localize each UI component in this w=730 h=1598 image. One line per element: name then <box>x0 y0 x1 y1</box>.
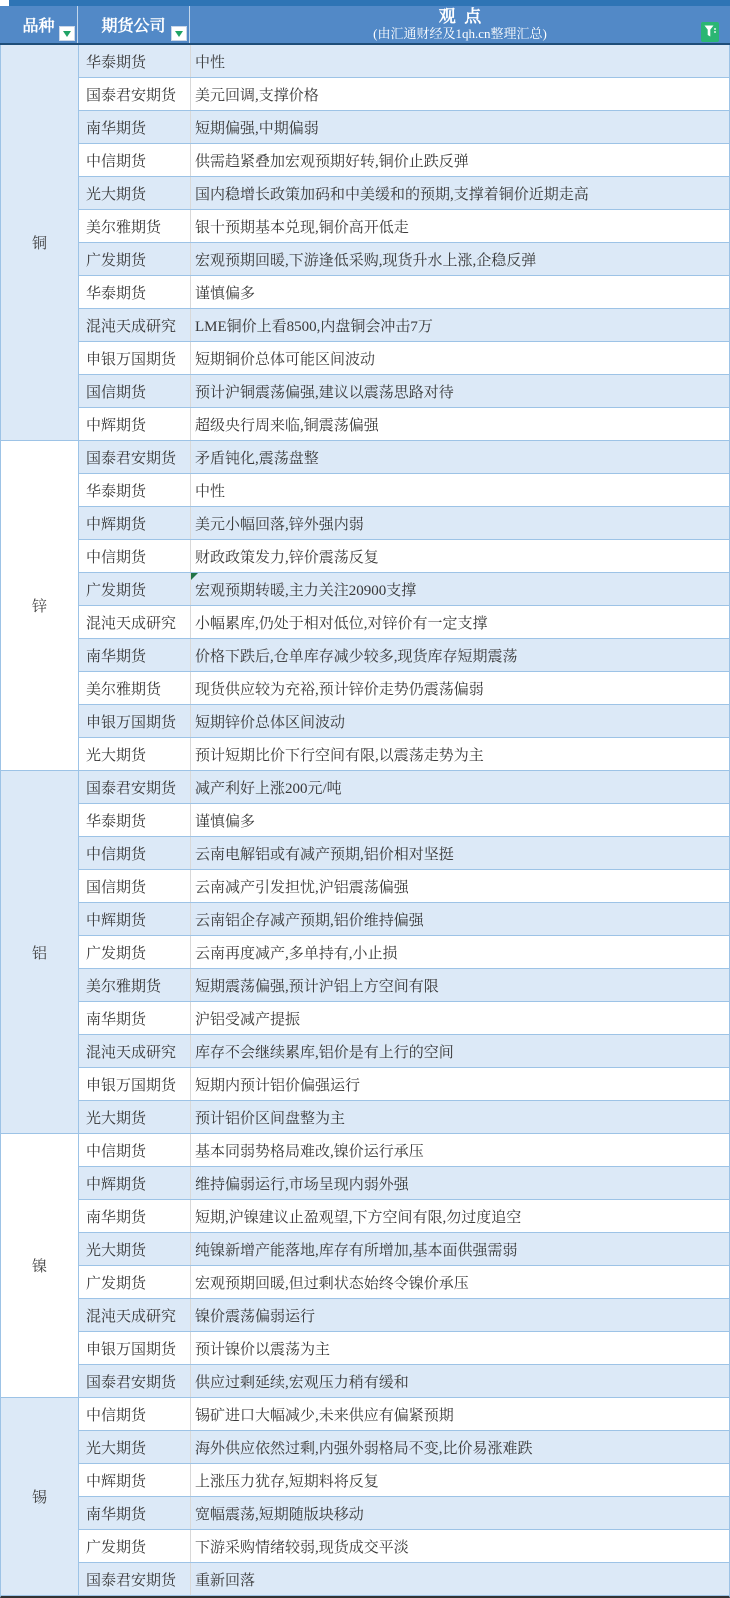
view-cell: 沪铝受减产提振 <box>195 1011 301 1028</box>
view-header-subtitle: (由汇通财经及1qh.cn整理汇总) <box>373 26 547 42</box>
table-row <box>79 507 729 540</box>
company-cell: 美尔雅期货 <box>79 210 191 242</box>
table-body <box>0 45 730 1598</box>
view-cell: 短期内预计铝价偏强运行 <box>195 1077 361 1094</box>
variety-label: 锌 <box>31 599 47 615</box>
company-cell: 中信期货 <box>79 144 191 176</box>
section-rows <box>79 45 729 441</box>
header-variety <box>0 6 78 43</box>
company-cell: 广发期货 <box>79 1266 191 1298</box>
company-cell: 国泰君安期货 <box>79 1563 191 1595</box>
variety-label: 铜 <box>31 236 47 252</box>
view-cell: 云南电解铝或有减产预期,铝价相对坚挺 <box>195 846 454 863</box>
view-cell: 供应过剩延续,宏观压力稍有缓和 <box>195 1374 409 1391</box>
view-header-title: 观 点 <box>438 6 482 26</box>
table-row <box>79 1464 729 1497</box>
view-cell: 宽幅震荡,短期随版块移动 <box>195 1506 364 1523</box>
view-cell: 云南再度减产,多单持有,小止损 <box>195 945 398 962</box>
view-cell: LME铜价上看8500,内盘铜会冲击7万 <box>195 318 433 335</box>
company-cell: 光大期货 <box>79 738 191 770</box>
section-镍 <box>1 1134 729 1398</box>
view-cell: 上涨压力犹存,短期料将反复 <box>195 1473 379 1490</box>
view-cell: 超级央行周来临,铜震荡偏强 <box>195 417 379 434</box>
company-cell: 华泰期货 <box>79 474 191 506</box>
table-row <box>79 738 729 771</box>
table-row <box>79 276 729 309</box>
view-cell: 云南铝企存减产预期,铝价维持偏强 <box>195 912 424 929</box>
comment-marker-icon <box>191 573 198 580</box>
table-row <box>79 837 729 870</box>
table-row <box>79 1200 729 1233</box>
variety-header-label: 品种 <box>22 18 55 35</box>
table-row <box>79 771 729 804</box>
company-cell: 国泰君安期货 <box>79 1365 191 1397</box>
company-cell: 混沌天成研究 <box>79 309 191 341</box>
view-cell: 美元回调,支撑价格 <box>195 87 319 104</box>
table-row <box>79 1002 729 1035</box>
company-cell: 光大期货 <box>79 177 191 209</box>
table-row <box>79 78 729 111</box>
chevron-down-icon <box>63 31 71 37</box>
company-cell: 中辉期货 <box>79 903 191 935</box>
company-cell: 华泰期货 <box>79 804 191 836</box>
company-header-label: 期货公司 <box>101 18 166 35</box>
section-rows <box>79 771 729 1134</box>
section-rows <box>79 1398 729 1596</box>
view-cell: 云南减产引发担忧,沪铝震荡偏强 <box>195 879 409 896</box>
table-row <box>79 573 729 606</box>
variety-cell <box>1 45 79 441</box>
company-cell: 广发期货 <box>79 1530 191 1562</box>
section-rows <box>79 1134 729 1398</box>
company-cell: 广发期货 <box>79 573 191 605</box>
view-cell: 现货供应较为充裕,预计锌价走势仍震荡偏弱 <box>195 681 484 698</box>
company-cell: 广发期货 <box>79 936 191 968</box>
view-cell: 美元小幅回落,锌外强内弱 <box>195 516 364 533</box>
variety-label: 铝 <box>31 945 47 962</box>
table-row <box>79 375 729 408</box>
view-cell: 宏观预期回暖,下游逢低采购,现货升水上涨,企稳反弹 <box>195 252 537 269</box>
table-row <box>79 903 729 936</box>
view-cell: 预计短期比价下行空间有限,以震荡走势为主 <box>195 747 484 764</box>
table-row <box>79 969 729 1002</box>
chevron-down-icon <box>175 31 183 37</box>
view-cell: 短期偏强,中期偏弱 <box>195 120 319 137</box>
company-cell: 申银万国期货 <box>79 342 191 374</box>
company-cell: 中信期货 <box>79 837 191 869</box>
table-row <box>79 1365 729 1398</box>
view-cell: 供需趋紧叠加宏观预期好转,铜价止跌反弹 <box>195 153 469 170</box>
table-row <box>79 1563 729 1596</box>
section-rows <box>79 441 729 771</box>
table-row <box>79 870 729 903</box>
view-cell: 海外供应依然过剩,内强外弱格局不变,比价易涨难跌 <box>195 1440 533 1457</box>
company-cell: 华泰期货 <box>79 276 191 308</box>
table-row <box>79 1266 729 1299</box>
table-row <box>79 1398 729 1431</box>
company-cell: 中信期货 <box>79 540 191 572</box>
company-cell: 混沌天成研究 <box>79 1035 191 1067</box>
view-cell: 减产利好上涨200元/吨 <box>195 780 342 797</box>
table-row <box>79 1431 729 1464</box>
view-cell: 锡矿进口大幅减少,未来供应有偏紧预期 <box>195 1407 454 1424</box>
table-row <box>79 1497 729 1530</box>
view-cell: 国内稳增长政策加码和中美缓和的预期,支撑着铜价近期走高 <box>195 186 589 203</box>
company-cell: 申银万国期货 <box>79 1068 191 1100</box>
table-row <box>79 309 729 342</box>
company-cell: 光大期货 <box>79 1101 191 1133</box>
company-cell: 美尔雅期货 <box>79 672 191 704</box>
view-cell: 预计铝价区间盘整为主 <box>195 1110 346 1127</box>
variety-cell <box>1 771 79 1134</box>
company-cell: 南华期货 <box>79 1200 191 1232</box>
company-cell: 中辉期货 <box>79 507 191 539</box>
view-cell: 短期,沪镍建议止盈观望,下方空间有限,勿过度追空 <box>195 1209 522 1226</box>
table-row <box>79 342 729 375</box>
company-cell: 南华期货 <box>79 1497 191 1529</box>
table-row <box>79 606 729 639</box>
view-cell: 重新回落 <box>195 1572 256 1589</box>
view-cell: 维持偏弱运行,市场呈现内弱外强 <box>195 1176 409 1193</box>
view-cell: 短期铜价总体可能区间波动 <box>195 351 376 368</box>
header-view <box>190 6 730 43</box>
filter-funnel-icon[interactable] <box>701 22 719 42</box>
table-row <box>79 1101 729 1134</box>
view-cell: 宏观预期转暖,主力关注20900支撑 <box>191 573 729 605</box>
company-cell: 国泰君安期货 <box>79 441 191 473</box>
table-row <box>79 672 729 705</box>
section-铜 <box>1 45 729 441</box>
company-filter-dropdown[interactable] <box>171 26 187 41</box>
section-铝 <box>1 771 729 1134</box>
company-cell: 混沌天成研究 <box>79 1299 191 1331</box>
view-cell: 预计沪铜震荡偏强,建议以震荡思路对待 <box>195 384 454 401</box>
table-row <box>79 1530 729 1563</box>
view-cell: 下游采购情绪较弱,现货成交平淡 <box>195 1539 409 1556</box>
view-cell: 宏观预期回暖,但过剩状态始终令镍价承压 <box>195 1275 469 1292</box>
company-cell: 中辉期货 <box>79 1464 191 1496</box>
variety-cell <box>1 1398 79 1596</box>
view-cell: 价格下跌后,仓单库存减少较多,现货库存短期震荡 <box>195 648 518 665</box>
company-cell: 光大期货 <box>79 1233 191 1265</box>
company-cell: 国信期货 <box>79 870 191 902</box>
table-row <box>79 1167 729 1200</box>
company-cell: 申银万国期货 <box>79 705 191 737</box>
company-cell: 南华期货 <box>79 639 191 671</box>
company-cell: 国泰君安期货 <box>79 78 191 110</box>
view-cell: 纯镍新增产能落地,库存有所增加,基本面供强需弱 <box>195 1242 518 1259</box>
table-row <box>79 111 729 144</box>
table-row <box>79 936 729 969</box>
view-cell: 基本同弱势格局难改,镍价运行承压 <box>195 1143 424 1160</box>
variety-cell <box>1 1134 79 1398</box>
variety-label: 锡 <box>31 1490 47 1506</box>
company-cell: 混沌天成研究 <box>79 606 191 638</box>
table-row <box>79 144 729 177</box>
company-cell: 广发期货 <box>79 243 191 275</box>
company-cell: 中信期货 <box>79 1398 191 1430</box>
table-row <box>79 1134 729 1167</box>
view-cell: 谨慎偏多 <box>195 285 256 302</box>
company-cell: 国泰君安期货 <box>79 771 191 803</box>
table-row <box>79 1332 729 1365</box>
table-row <box>79 639 729 672</box>
table-header <box>0 6 730 45</box>
company-cell: 中信期货 <box>79 1134 191 1166</box>
section-锡 <box>1 1398 729 1596</box>
view-cell: 库存不会继续累库,铝价是有上行的空间 <box>195 1044 454 1061</box>
view-cell: 短期震荡偏强,预计沪铝上方空间有限 <box>195 978 439 995</box>
company-cell: 中辉期货 <box>79 1167 191 1199</box>
company-cell: 中辉期货 <box>79 408 191 440</box>
table-row <box>79 1299 729 1332</box>
company-cell: 申银万国期货 <box>79 1332 191 1364</box>
view-cell: 预计镍价以震荡为主 <box>195 1341 331 1358</box>
table-row <box>79 474 729 507</box>
view-cell: 财政政策发力,锌价震荡反复 <box>195 549 379 566</box>
table-row <box>79 540 729 573</box>
table-row <box>79 1233 729 1266</box>
table-row <box>79 441 729 474</box>
company-cell: 美尔雅期货 <box>79 969 191 1001</box>
section-锌 <box>1 441 729 771</box>
funnel-glyph <box>704 25 716 39</box>
header-company <box>78 6 190 43</box>
view-cell: 中性 <box>195 54 226 71</box>
table-row <box>79 210 729 243</box>
company-cell: 南华期货 <box>79 111 191 143</box>
company-cell: 国信期货 <box>79 375 191 407</box>
table-row <box>79 705 729 738</box>
view-cell: 中性 <box>195 483 226 500</box>
view-cell: 镍价震荡偏弱运行 <box>195 1308 316 1325</box>
view-cell: 矛盾钝化,震荡盘整 <box>195 450 319 467</box>
variety-cell <box>1 441 79 771</box>
table-row <box>79 177 729 210</box>
table-row <box>79 804 729 837</box>
company-cell: 华泰期货 <box>79 45 191 77</box>
view-cell: 短期锌价总体区间波动 <box>195 714 346 731</box>
table-row <box>79 1068 729 1101</box>
view-cell: 银十预期基本兑现,铜价高开低走 <box>195 219 409 236</box>
table-row <box>79 45 729 78</box>
view-cell: 谨慎偏多 <box>195 813 256 830</box>
table-row <box>79 408 729 441</box>
view-cell: 小幅累库,仍处于相对低位,对锌价有一定支撑 <box>195 615 488 632</box>
table-row <box>79 243 729 276</box>
variety-filter-dropdown[interactable] <box>59 26 75 41</box>
company-cell: 南华期货 <box>79 1002 191 1034</box>
table-row <box>79 1035 729 1068</box>
variety-label: 镍 <box>31 1259 47 1275</box>
company-cell: 光大期货 <box>79 1431 191 1463</box>
